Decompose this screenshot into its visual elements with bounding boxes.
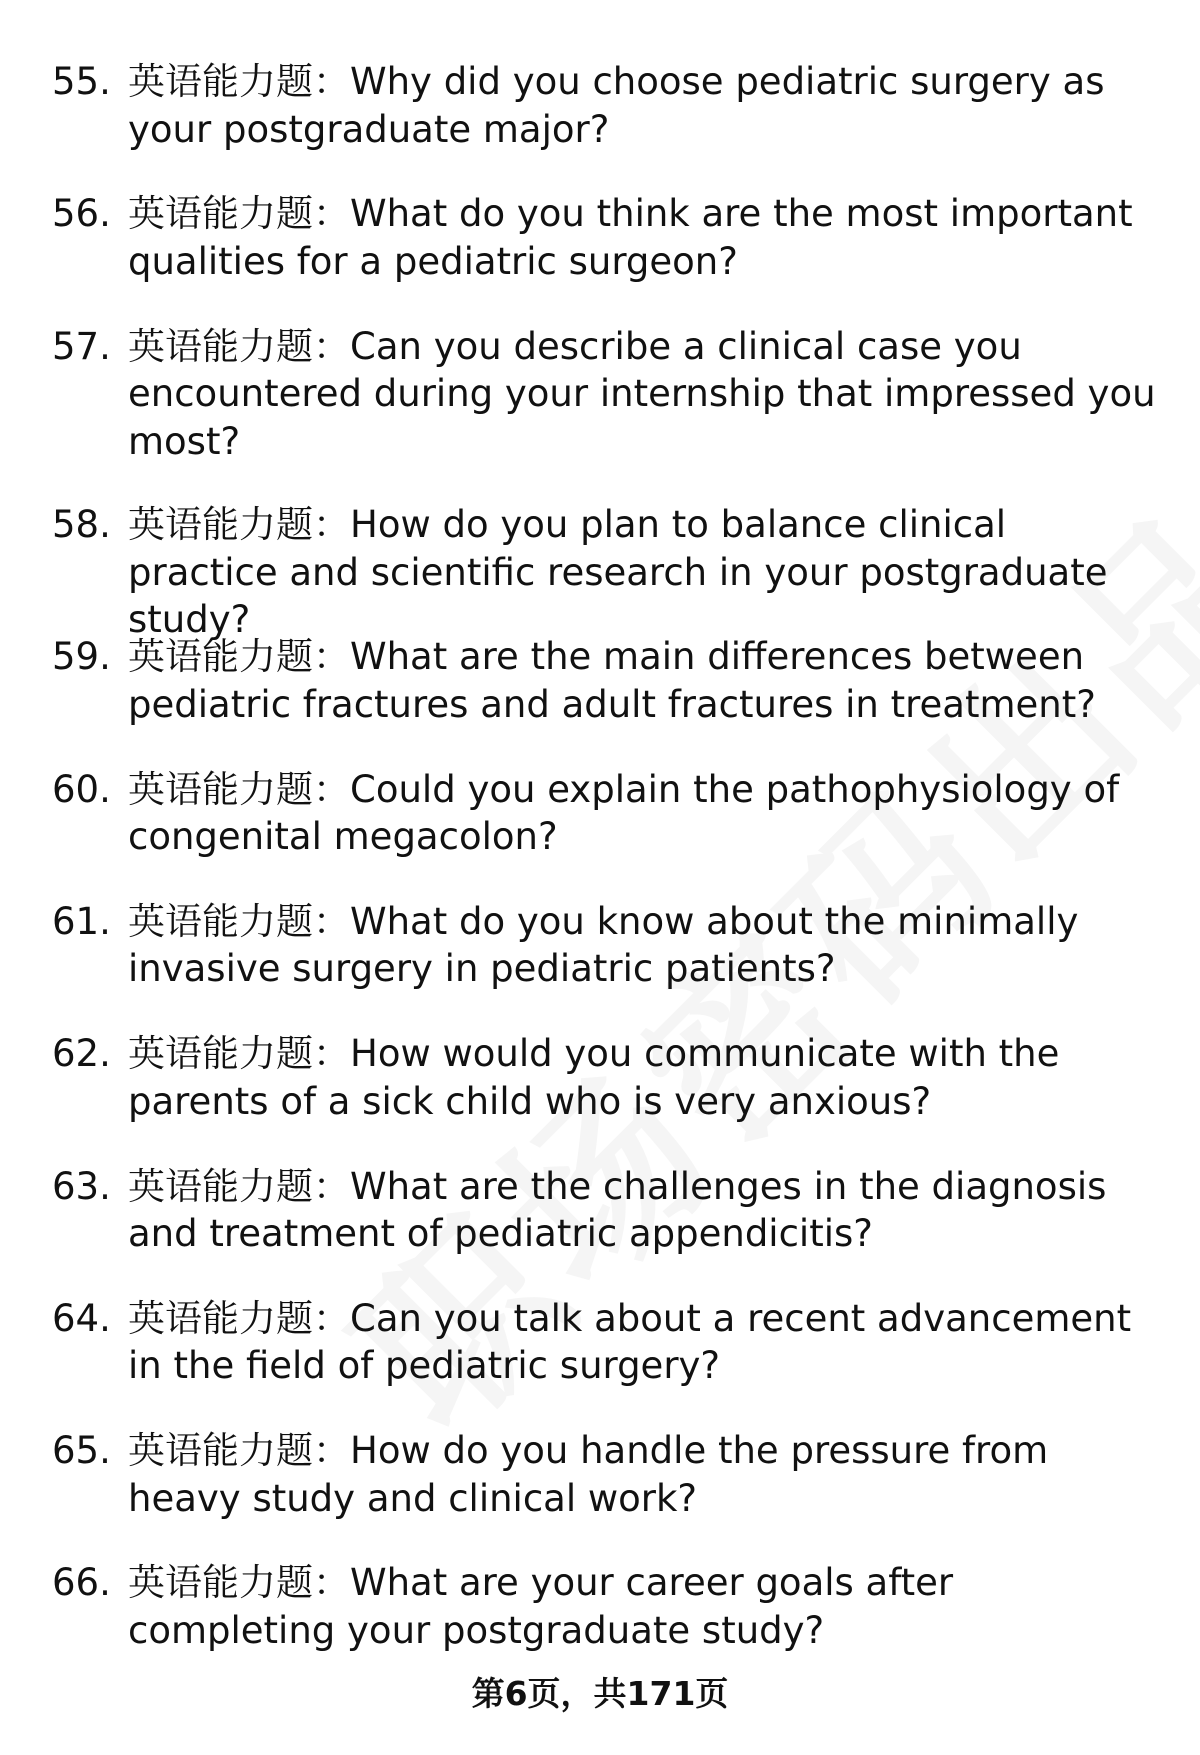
question-label: 英语能力题： (128, 635, 350, 679)
question-label: 英语能力题： (128, 1164, 350, 1208)
question-body (128, 1559, 1162, 1654)
question-body (128, 633, 1162, 728)
question-list (52, 58, 1162, 1692)
question-number: 60. (52, 767, 111, 811)
question-number: 63. (52, 1164, 111, 1208)
question-body (128, 190, 1162, 285)
question-number: 61. (52, 899, 111, 943)
question-number: 56. (52, 192, 111, 236)
page-number-footer: 第6页，共171页 (471, 1674, 729, 1713)
question-item-58 (52, 501, 1162, 642)
question-item-61 (52, 898, 1162, 1030)
question-number: 59. (52, 635, 111, 679)
question-label: 英语能力题： (128, 60, 350, 103)
question-number: 58. (52, 503, 111, 547)
question-text: What are the challenges in the diagnosis and treatment of pediatric appendicitis? (128, 1164, 1107, 1256)
question-body (128, 58, 1162, 153)
question-label: 英语能力题： (128, 899, 350, 943)
question-number: 55. (52, 60, 111, 103)
question-label: 英语能力题： (128, 1561, 350, 1605)
question-body (128, 1427, 1162, 1522)
question-text: What are the main differences between pediatric fractures and adult fractures in treatment? (128, 635, 1096, 726)
question-body (128, 1163, 1162, 1258)
question-text: How do you handle the pressure from heavy study and clinical work? (128, 1429, 1049, 1520)
question-item-62 (52, 1030, 1162, 1162)
question-item-57 (52, 323, 1162, 502)
question-label: 英语能力题： (128, 192, 350, 236)
question-item-60 (52, 766, 1162, 898)
question-text: How do you plan to balance clinical practice and scientific research in your postgraduate study? (128, 503, 1108, 642)
question-body (128, 323, 1162, 466)
question-text: What do you think are the most important qualities for a pediatric surgeon? (128, 192, 1133, 283)
question-item-55 (52, 58, 1162, 190)
question-item-64 (52, 1295, 1162, 1427)
question-item-56 (52, 190, 1162, 322)
question-body (128, 501, 1162, 644)
question-number: 62. (52, 1032, 111, 1076)
question-body (128, 1030, 1162, 1125)
question-label: 英语能力题： (128, 1032, 350, 1076)
question-label: 英语能力题： (128, 1429, 350, 1473)
question-number: 57. (52, 324, 111, 368)
question-body (128, 766, 1162, 861)
question-label: 英语能力题： (128, 503, 350, 547)
question-label: 英语能力题： (128, 1296, 350, 1340)
question-number: 65. (52, 1429, 111, 1473)
question-item-63 (52, 1163, 1162, 1295)
question-label: 英语能力题： (128, 767, 350, 811)
question-body (128, 898, 1162, 993)
question-number: 64. (52, 1296, 111, 1340)
question-number: 66. (52, 1561, 111, 1605)
question-text: What do you know about the minimally invasive surgery in pediatric patients? (128, 899, 1079, 991)
question-text: Could you explain the pathophysiology of congenital megacolon? (128, 767, 1120, 859)
question-item-59 (52, 633, 1162, 765)
question-text: How would you communicate with the parents of a sick child who is very anxious? (128, 1032, 1060, 1123)
question-text: Can you talk about a recent advancement in the field of pediatric surgery? (128, 1296, 1132, 1388)
question-body (128, 1295, 1162, 1390)
question-text: What are your career goals after completing your postgraduate study? (128, 1561, 954, 1652)
question-item-65 (52, 1427, 1162, 1559)
question-label: 英语能力题： (128, 324, 350, 368)
question-text: Why did you choose pediatric surgery as your postgraduate major? (128, 60, 1105, 151)
question-text: Can you describe a clinical case you encountered during your internship that impressed you most? (128, 324, 1156, 463)
